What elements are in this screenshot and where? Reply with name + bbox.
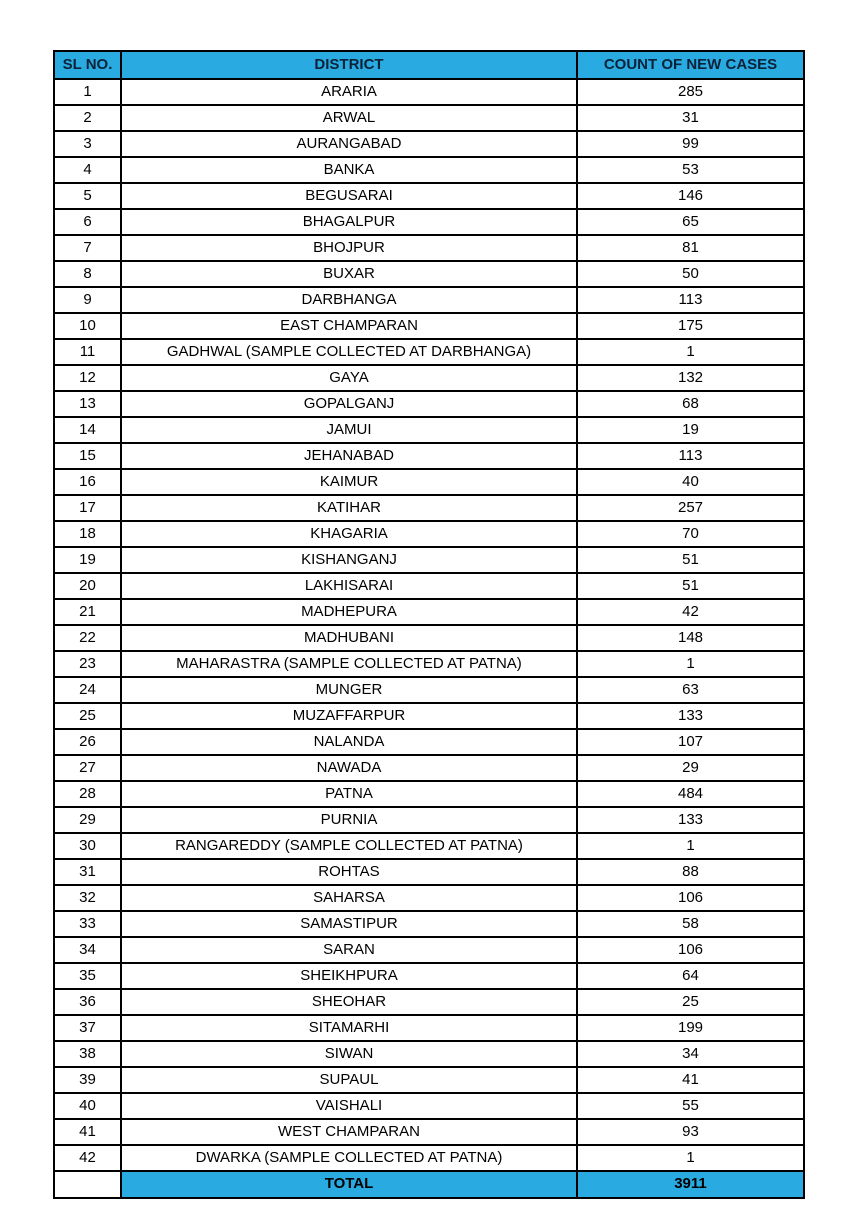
sl-no-cell: 42 <box>54 1145 121 1171</box>
district-cell: GADHWAL (SAMPLE COLLECTED AT DARBHANGA) <box>121 339 577 365</box>
district-cell: SARAN <box>121 937 577 963</box>
district-cell: MUZAFFARPUR <box>121 703 577 729</box>
sl-no-cell: 39 <box>54 1067 121 1093</box>
table-row <box>54 469 804 495</box>
sl-no-cell: 27 <box>54 755 121 781</box>
district-cell: SHEIKHPURA <box>121 963 577 989</box>
count-cell: 55 <box>577 1093 804 1119</box>
district-cell: SIWAN <box>121 1041 577 1067</box>
count-cell: 484 <box>577 781 804 807</box>
district-cases-table-container <box>53 50 803 1199</box>
count-cell: 41 <box>577 1067 804 1093</box>
sl-no-cell: 9 <box>54 287 121 313</box>
column-header-count: COUNT OF NEW CASES <box>577 51 804 79</box>
table-row <box>54 573 804 599</box>
district-cell: NALANDA <box>121 729 577 755</box>
sl-no-cell: 15 <box>54 443 121 469</box>
count-cell: 53 <box>577 157 804 183</box>
district-cell: DWARKA (SAMPLE COLLECTED AT PATNA) <box>121 1145 577 1171</box>
header-row <box>54 51 804 79</box>
sl-no-cell: 12 <box>54 365 121 391</box>
total-empty-cell <box>54 1171 121 1198</box>
table-row <box>54 885 804 911</box>
district-cell: JAMUI <box>121 417 577 443</box>
sl-no-cell: 13 <box>54 391 121 417</box>
sl-no-cell: 5 <box>54 183 121 209</box>
count-cell: 106 <box>577 885 804 911</box>
table-row <box>54 781 804 807</box>
district-cell: KHAGARIA <box>121 521 577 547</box>
district-cell: MAHARASTRA (SAMPLE COLLECTED AT PATNA) <box>121 651 577 677</box>
sl-no-cell: 35 <box>54 963 121 989</box>
sl-no-cell: 7 <box>54 235 121 261</box>
count-cell: 113 <box>577 443 804 469</box>
district-cases-table <box>53 50 805 1199</box>
district-cell: SITAMARHI <box>121 1015 577 1041</box>
sl-no-cell: 36 <box>54 989 121 1015</box>
district-cell: BANKA <box>121 157 577 183</box>
table-row <box>54 131 804 157</box>
district-cell: JEHANABAD <box>121 443 577 469</box>
district-cell: GOPALGANJ <box>121 391 577 417</box>
count-cell: 34 <box>577 1041 804 1067</box>
count-cell: 133 <box>577 807 804 833</box>
table-row <box>54 1041 804 1067</box>
table-row <box>54 521 804 547</box>
district-cell: ROHTAS <box>121 859 577 885</box>
table-row <box>54 599 804 625</box>
table-row <box>54 937 804 963</box>
district-cell: PURNIA <box>121 807 577 833</box>
count-cell: 199 <box>577 1015 804 1041</box>
count-cell: 148 <box>577 625 804 651</box>
table-row <box>54 1093 804 1119</box>
count-cell: 113 <box>577 287 804 313</box>
count-cell: 1 <box>577 339 804 365</box>
count-cell: 63 <box>577 677 804 703</box>
district-cell: KAIMUR <box>121 469 577 495</box>
table-row <box>54 625 804 651</box>
sl-no-cell: 8 <box>54 261 121 287</box>
sl-no-cell: 19 <box>54 547 121 573</box>
sl-no-cell: 24 <box>54 677 121 703</box>
table-row <box>54 859 804 885</box>
sl-no-cell: 26 <box>54 729 121 755</box>
sl-no-cell: 1 <box>54 79 121 105</box>
sl-no-cell: 2 <box>54 105 121 131</box>
sl-no-cell: 32 <box>54 885 121 911</box>
column-header-sl-no: SL NO. <box>54 51 121 79</box>
district-cell: BHOJPUR <box>121 235 577 261</box>
count-cell: 106 <box>577 937 804 963</box>
district-cell: MADHUBANI <box>121 625 577 651</box>
table-row <box>54 729 804 755</box>
table-header <box>54 51 804 79</box>
sl-no-cell: 3 <box>54 131 121 157</box>
table-row <box>54 105 804 131</box>
count-cell: 31 <box>577 105 804 131</box>
count-cell: 99 <box>577 131 804 157</box>
column-header-district: DISTRICT <box>121 51 577 79</box>
district-cell: EAST CHAMPARAN <box>121 313 577 339</box>
sl-no-cell: 17 <box>54 495 121 521</box>
district-cell: RANGAREDDY (SAMPLE COLLECTED AT PATNA) <box>121 833 577 859</box>
count-cell: 25 <box>577 989 804 1015</box>
table-row <box>54 287 804 313</box>
sl-no-cell: 34 <box>54 937 121 963</box>
district-cell: PATNA <box>121 781 577 807</box>
count-cell: 107 <box>577 729 804 755</box>
table-row <box>54 157 804 183</box>
count-cell: 42 <box>577 599 804 625</box>
district-cell: BEGUSARAI <box>121 183 577 209</box>
district-cell: BHAGALPUR <box>121 209 577 235</box>
sl-no-cell: 29 <box>54 807 121 833</box>
sl-no-cell: 38 <box>54 1041 121 1067</box>
district-cell: KATIHAR <box>121 495 577 521</box>
total-label: TOTAL <box>121 1171 577 1198</box>
sl-no-cell: 22 <box>54 625 121 651</box>
count-cell: 81 <box>577 235 804 261</box>
district-cell: BUXAR <box>121 261 577 287</box>
district-cell: MADHEPURA <box>121 599 577 625</box>
count-cell: 19 <box>577 417 804 443</box>
count-cell: 70 <box>577 521 804 547</box>
table-row <box>54 911 804 937</box>
table-body <box>54 79 804 1171</box>
table-row <box>54 209 804 235</box>
table-row <box>54 391 804 417</box>
sl-no-cell: 41 <box>54 1119 121 1145</box>
table-row <box>54 261 804 287</box>
district-cell: SAHARSA <box>121 885 577 911</box>
count-cell: 146 <box>577 183 804 209</box>
count-cell: 1 <box>577 833 804 859</box>
count-cell: 1 <box>577 651 804 677</box>
table-row <box>54 443 804 469</box>
sl-no-cell: 20 <box>54 573 121 599</box>
count-cell: 285 <box>577 79 804 105</box>
district-cell: MUNGER <box>121 677 577 703</box>
table-row <box>54 365 804 391</box>
table-row <box>54 339 804 365</box>
district-cell: DARBHANGA <box>121 287 577 313</box>
count-cell: 68 <box>577 391 804 417</box>
sl-no-cell: 31 <box>54 859 121 885</box>
district-cell: SUPAUL <box>121 1067 577 1093</box>
table-row <box>54 989 804 1015</box>
district-cell: SHEOHAR <box>121 989 577 1015</box>
table-row <box>54 807 804 833</box>
table-row <box>54 235 804 261</box>
district-cell: AURANGABAD <box>121 131 577 157</box>
sl-no-cell: 11 <box>54 339 121 365</box>
table-row <box>54 79 804 105</box>
count-cell: 132 <box>577 365 804 391</box>
district-cell: SAMASTIPUR <box>121 911 577 937</box>
total-value: 3911 <box>577 1171 804 1198</box>
count-cell: 58 <box>577 911 804 937</box>
table-row <box>54 495 804 521</box>
count-cell: 40 <box>577 469 804 495</box>
table-row <box>54 1015 804 1041</box>
table-row <box>54 651 804 677</box>
table-row <box>54 755 804 781</box>
table-row <box>54 677 804 703</box>
count-cell: 51 <box>577 573 804 599</box>
total-row <box>54 1171 804 1198</box>
sl-no-cell: 4 <box>54 157 121 183</box>
sl-no-cell: 28 <box>54 781 121 807</box>
count-cell: 93 <box>577 1119 804 1145</box>
sl-no-cell: 18 <box>54 521 121 547</box>
table-row <box>54 833 804 859</box>
table-row <box>54 703 804 729</box>
count-cell: 65 <box>577 209 804 235</box>
sl-no-cell: 37 <box>54 1015 121 1041</box>
sl-no-cell: 21 <box>54 599 121 625</box>
table-row <box>54 963 804 989</box>
table-footer <box>54 1171 804 1198</box>
sl-no-cell: 40 <box>54 1093 121 1119</box>
sl-no-cell: 10 <box>54 313 121 339</box>
table-row <box>54 417 804 443</box>
count-cell: 88 <box>577 859 804 885</box>
district-cell: GAYA <box>121 365 577 391</box>
count-cell: 133 <box>577 703 804 729</box>
district-cell: KISHANGANJ <box>121 547 577 573</box>
district-cell: ARWAL <box>121 105 577 131</box>
district-cell: NAWADA <box>121 755 577 781</box>
sl-no-cell: 23 <box>54 651 121 677</box>
sl-no-cell: 25 <box>54 703 121 729</box>
district-cell: VAISHALI <box>121 1093 577 1119</box>
sl-no-cell: 33 <box>54 911 121 937</box>
table-row <box>54 547 804 573</box>
district-cell: WEST CHAMPARAN <box>121 1119 577 1145</box>
table-row <box>54 313 804 339</box>
count-cell: 29 <box>577 755 804 781</box>
district-cell: ARARIA <box>121 79 577 105</box>
sl-no-cell: 14 <box>54 417 121 443</box>
table-row <box>54 1145 804 1171</box>
count-cell: 64 <box>577 963 804 989</box>
sl-no-cell: 6 <box>54 209 121 235</box>
table-row <box>54 183 804 209</box>
district-cell: LAKHISARAI <box>121 573 577 599</box>
count-cell: 1 <box>577 1145 804 1171</box>
count-cell: 50 <box>577 261 804 287</box>
count-cell: 175 <box>577 313 804 339</box>
sl-no-cell: 16 <box>54 469 121 495</box>
table-row <box>54 1067 804 1093</box>
sl-no-cell: 30 <box>54 833 121 859</box>
table-row <box>54 1119 804 1145</box>
count-cell: 51 <box>577 547 804 573</box>
count-cell: 257 <box>577 495 804 521</box>
